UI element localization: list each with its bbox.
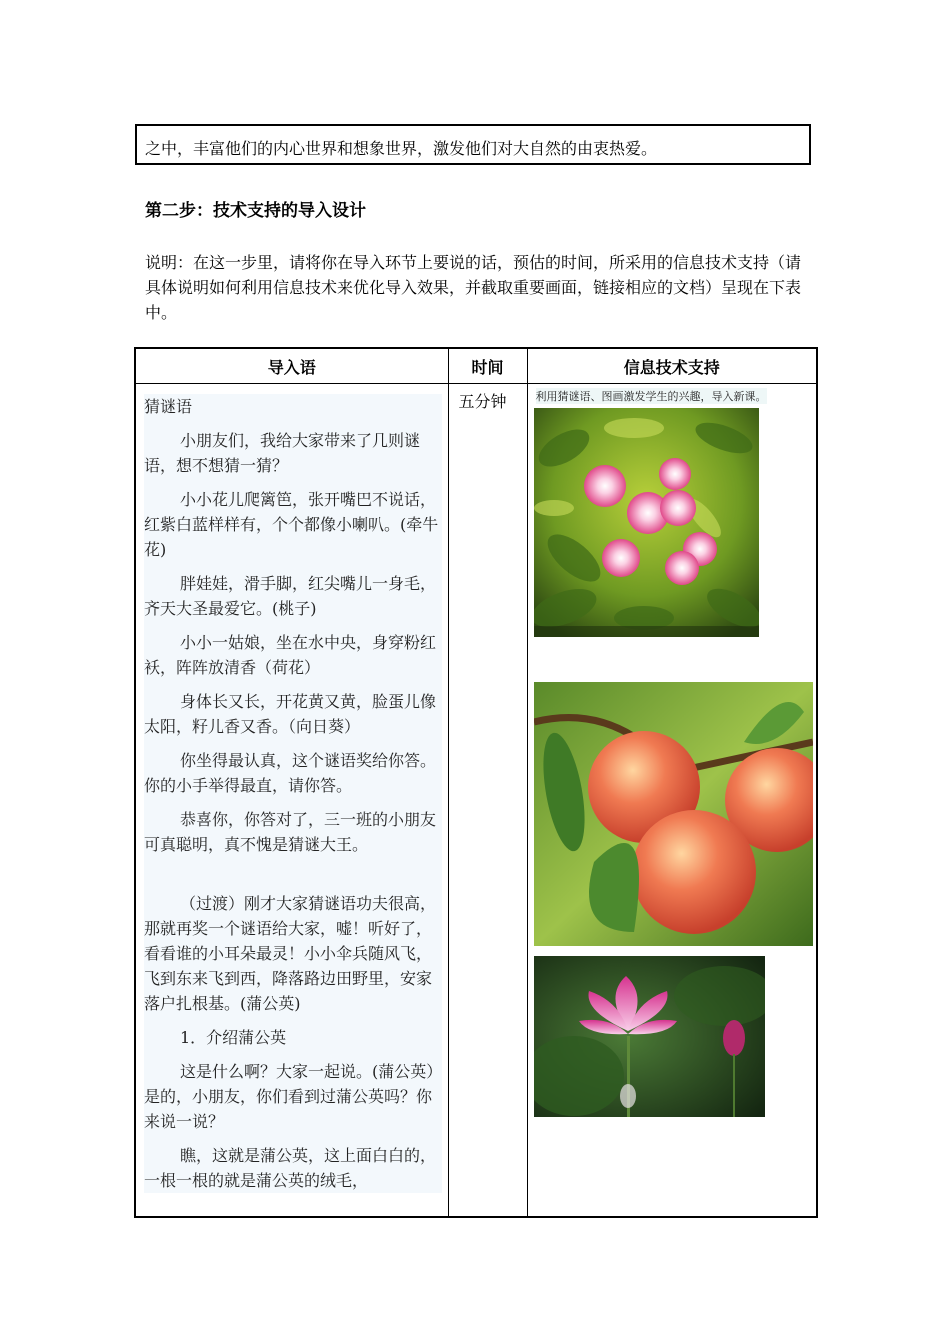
intro-paragraph: 1．介绍蒲公英 [180,1028,287,1047]
intro-paragraph: 小小一姑娘，坐在水中央，身穿粉红袄，阵阵放清香（荷花） [144,633,437,677]
intro-cell [135,384,448,1218]
table-row [135,384,817,1218]
intro-paragraph: 瞧，这就是蒲公英，这上面白白的，一根一根的就是蒲公英的绒毛， [144,1146,437,1190]
time-value: 五分钟 [458,392,507,411]
tech-note: 利用猜谜语、图画激发学生的兴趣，导入新课。 [535,390,767,403]
peach-image [534,682,813,946]
previous-section-box [135,124,811,165]
table-header-row [135,348,817,384]
tech-support-cell [527,384,817,1218]
intro-paragraph: 小小花儿爬篱笆，张开嘴巴不说话，红紫白蓝样样有，个个都像小喇叭。(牵牛花) [144,490,439,559]
intro-paragraph: 胖娃娃，滑手脚，红尖嘴儿一身毛，齐天大圣最爱它。(桃子) [144,574,437,618]
intro-paragraph: 恭喜你，你答对了，三一班的小朋友可真聪明，真不愧是猜谜大王。 [144,810,437,854]
intro-paragraph: （过渡）刚才大家猜谜语功夫很高，那就再奖一个谜语给大家，嘘！听好了，看看谁的小耳朵最灵！小小伞兵随风飞，飞到东来飞到西，降落路边田野里，安家落户扎根基。(蒲公英) [144,894,437,1013]
intro-text-block [144,394,442,1193]
header-tech: 信息技术支持 [527,348,817,384]
morning-glory-image [534,408,759,637]
intro-paragraph: 小朋友们，我给大家带来了几则谜语，想不想猜一猜？ [144,431,421,475]
intro-paragraph: 身体长又长，开花黄又黄，脸蛋儿像太阳，籽儿香又香。（向日葵） [144,692,437,736]
header-intro: 导入语 [135,348,448,384]
intro-paragraph: 你坐得最认真，这个谜语奖给你答。你的小手举得最直，请你答。 [144,751,437,795]
lesson-intro-table [134,347,818,1218]
previous-section-text: 之中，丰富他们的内心世界和想象世界，激发他们对大自然的由衷热爱。 [145,139,658,158]
step-title: 第二步：技术支持的导入设计 [145,201,366,221]
header-time: 时间 [448,348,527,384]
intro-paragraph: 这是什么啊？大家一起说。(蒲公英）是的，小朋友，你们看到过蒲公英吗？你来说一说？ [144,1062,435,1131]
time-cell [448,384,527,1218]
lotus-image [534,956,765,1117]
instructions-text: 说明：在这一步里，请将你在导入环节上要说的话，预估的时间，所采用的信息技术支持（请具体说明如何利用信息技术来优化导入效果，并截取重要画面，链接相应的文档）呈现在下表中。 [145,253,802,322]
intro-paragraph: 猜谜语 [144,397,193,416]
